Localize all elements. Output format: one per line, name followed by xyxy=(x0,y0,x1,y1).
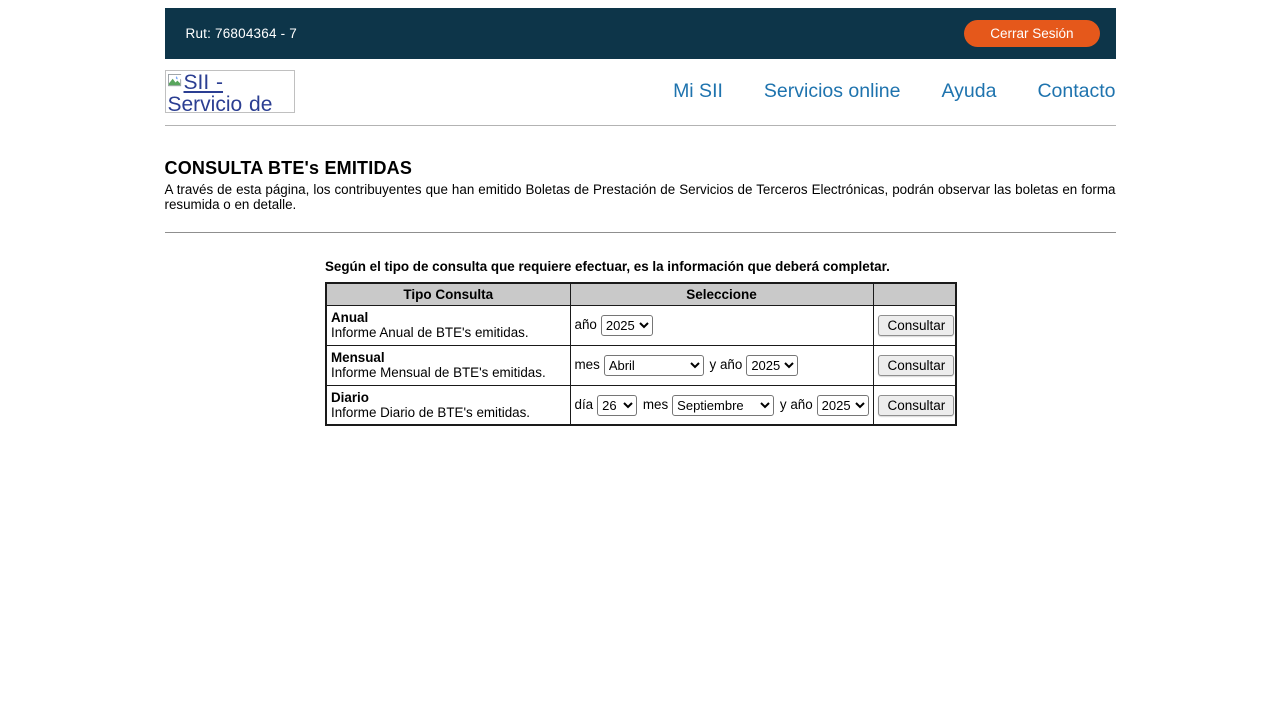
mensual-button-cell xyxy=(873,345,956,385)
table-row-anual xyxy=(326,305,956,345)
diario-title: Diario xyxy=(331,390,369,406)
diario-dia-select[interactable] xyxy=(597,395,637,416)
rut-label: Rut: 76804364 - 7 xyxy=(185,26,297,41)
main-section xyxy=(165,158,1116,212)
diario-dia-label: día xyxy=(574,396,594,412)
header-empty xyxy=(873,283,956,306)
top-bar xyxy=(165,8,1116,59)
table-row-diario xyxy=(326,385,956,425)
mensual-description: Informe Mensual de BTE's emitidas. xyxy=(331,365,546,381)
page-title: CONSULTA BTE's EMITIDAS xyxy=(164,158,413,178)
header xyxy=(165,70,1116,114)
mensual-tipo-cell xyxy=(326,345,570,385)
table-row-mensual xyxy=(326,345,956,385)
anual-tipo-cell xyxy=(326,305,570,345)
header-tipo-consulta: Tipo Consulta xyxy=(326,283,570,306)
diario-ano-select[interactable] xyxy=(817,395,869,416)
page-description: A través de esta página, los contribuyentes que han emitido Boletas de Prestación de Servicios de Terceros Electrónicas, podrán observar las boletas en forma resumida o en detalle. xyxy=(164,182,1116,213)
mensual-title: Mensual xyxy=(331,350,385,366)
mensual-mes-label: mes xyxy=(574,356,600,372)
diario-tipo-cell xyxy=(326,385,570,425)
nav-servicios-online[interactable]: Servicios online xyxy=(763,79,901,102)
diario-mes-label: mes xyxy=(642,396,669,412)
anual-button-cell xyxy=(873,305,956,345)
nav-ayuda[interactable]: Ayuda xyxy=(941,79,997,102)
anual-ano-select[interactable] xyxy=(601,315,653,336)
anual-consultar-button[interactable]: Consultar xyxy=(878,315,954,336)
consulta-section xyxy=(325,259,955,426)
header-divider xyxy=(165,125,1116,126)
anual-select-cell xyxy=(570,305,873,345)
mensual-ano-label: y año xyxy=(709,356,743,372)
diario-select-cell xyxy=(570,385,873,425)
logo-alt-text: SII - Servicio de xyxy=(167,71,273,113)
mensual-ano-select[interactable] xyxy=(746,355,798,376)
section-divider xyxy=(165,232,1116,233)
diario-mes-select[interactable] xyxy=(672,395,774,416)
mensual-select-cell xyxy=(570,345,873,385)
anual-description: Informe Anual de BTE's emitidas. xyxy=(331,325,529,341)
diario-consultar-button[interactable]: Consultar xyxy=(878,395,954,416)
nav-contacto[interactable]: Contacto xyxy=(1037,79,1116,102)
header-seleccione: Seleccione xyxy=(570,283,873,306)
anual-title: Anual xyxy=(331,310,369,326)
anual-ano-label: año xyxy=(574,316,597,332)
page-container xyxy=(165,8,1116,426)
main-nav xyxy=(673,80,1115,105)
sii-logo-broken-image[interactable] xyxy=(165,70,295,113)
broken-image-icon xyxy=(168,74,183,89)
consulta-table xyxy=(325,282,957,427)
diario-ano-label: y año xyxy=(779,396,813,412)
mensual-mes-select[interactable] xyxy=(604,355,704,376)
table-header-row xyxy=(326,283,956,306)
mensual-consultar-button[interactable]: Consultar xyxy=(878,355,954,376)
diario-button-cell xyxy=(873,385,956,425)
nav-mi-sii[interactable]: Mi SII xyxy=(673,79,723,102)
diario-description: Informe Diario de BTE's emitidas. xyxy=(331,405,531,421)
logout-button[interactable]: Cerrar Sesión xyxy=(964,20,1099,48)
consulta-intro: Según el tipo de consulta que requiere efectuar, es la información que deberá completar. xyxy=(325,259,890,275)
